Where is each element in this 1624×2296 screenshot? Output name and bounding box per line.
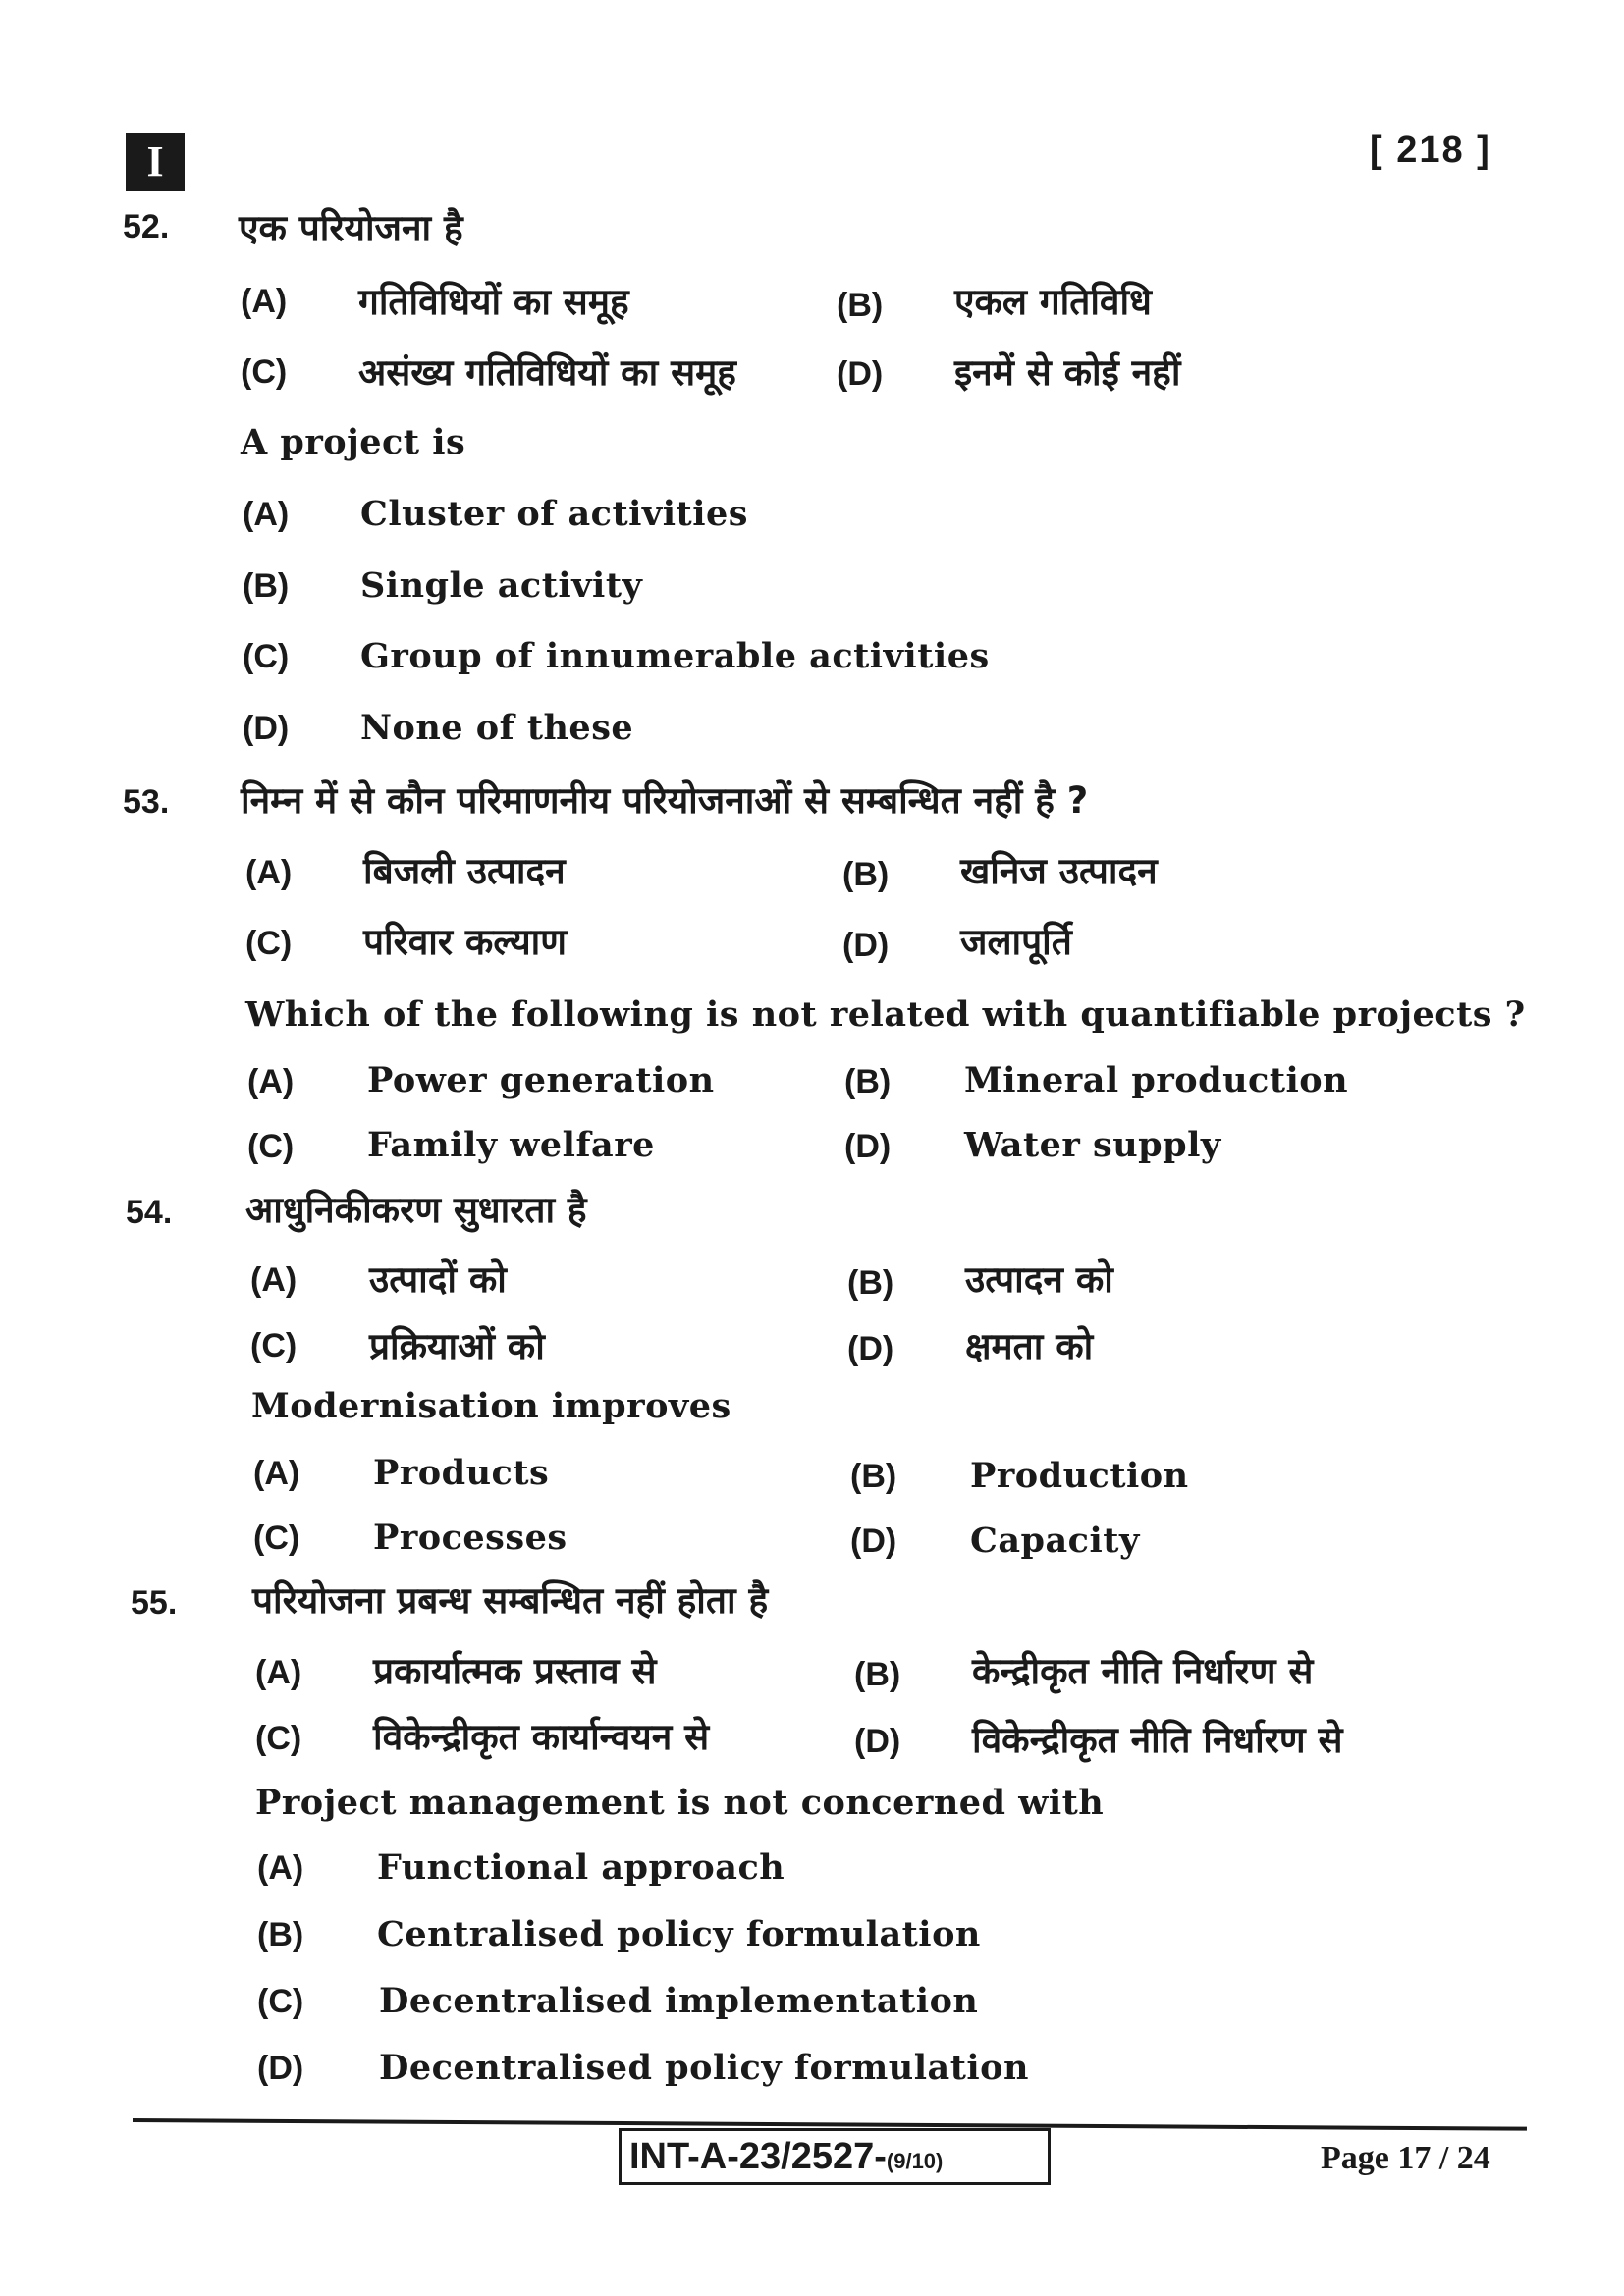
option-text-hindi: बिजली उत्पादन xyxy=(363,850,566,892)
option-text-hindi: प्रकार्यात्मक प्रस्ताव से xyxy=(373,1650,657,1692)
question-stem-english: Project management is not concerned with xyxy=(255,1783,1105,1823)
option-label: (A) xyxy=(250,1261,298,1299)
option-text-english: Decentralised implementation xyxy=(379,1981,979,2021)
question-stem-english: Which of the following is not related with quantifiable projects ? xyxy=(245,994,1526,1035)
option-text-hindi: उत्पादन को xyxy=(965,1258,1113,1301)
question-number: 54. xyxy=(126,1194,173,1231)
paper-code-suffix: (9/10) xyxy=(886,2149,944,2173)
question-stem-hindi: परियोजना प्रबन्ध सम्बन्धित नहीं होता है xyxy=(252,1579,769,1622)
option-label: (C) xyxy=(243,638,290,675)
page-number: Page 17 / 24 xyxy=(1321,2140,1490,2176)
question-stem-english: Modernisation improves xyxy=(251,1386,731,1426)
option-text-hindi: खनिज उत्पादन xyxy=(960,850,1158,892)
option-text-hindi: केन्द्रीकृत नीति निर्धारण से xyxy=(972,1650,1314,1692)
question-stem-hindi: निम्न में से कौन परिमाणनीय परियोजनाओं से सम्बन्धित नहीं है ? xyxy=(241,779,1089,822)
option-text-english: Centralised policy formulation xyxy=(377,1914,981,1954)
question-stem-english: A project is xyxy=(241,422,466,462)
option-text-hindi: असंख्य गतिविधियों का समूह xyxy=(358,351,736,394)
option-text-hindi: प्रक्रियाओं को xyxy=(369,1325,545,1367)
option-label: (B) xyxy=(837,287,884,324)
option-label: (B) xyxy=(842,856,890,893)
option-text-english: Processes xyxy=(373,1518,568,1558)
option-label: (A) xyxy=(245,854,293,891)
question-number: 55. xyxy=(131,1584,178,1622)
option-label: (C) xyxy=(241,353,288,391)
option-label: (C) xyxy=(253,1520,300,1557)
option-text-english: Power generation xyxy=(367,1060,715,1100)
set-letter-badge: I xyxy=(126,133,185,191)
option-text-english: Production xyxy=(970,1456,1189,1496)
option-text-english: Functional approach xyxy=(377,1847,785,1888)
question-stem-hindi: एक परियोजना है xyxy=(239,207,463,249)
option-label: (C) xyxy=(250,1327,298,1364)
option-label: (B) xyxy=(257,1916,304,1953)
option-label: (A) xyxy=(255,1654,302,1691)
paper-code-box xyxy=(619,2128,1051,2185)
option-label: (A) xyxy=(257,1849,304,1887)
paper-code: INT-A-23/2527- xyxy=(629,2136,887,2177)
option-text-english: Mineral production xyxy=(964,1060,1349,1100)
option-text-hindi: एकल गतिविधि xyxy=(954,281,1152,323)
question-number: 53. xyxy=(123,783,170,821)
option-text-hindi: परिवार कल्याण xyxy=(363,921,568,963)
option-text-english: Decentralised policy formulation xyxy=(379,2048,1029,2088)
option-text-hindi: विकेन्द्रीकृत कार्यान्वयन से xyxy=(373,1716,710,1758)
option-label: (A) xyxy=(247,1063,295,1100)
option-label: (D) xyxy=(850,1522,897,1560)
option-label: (D) xyxy=(842,927,890,964)
option-text-english: Water supply xyxy=(964,1125,1221,1165)
option-label: (D) xyxy=(243,710,290,747)
option-label: (B) xyxy=(854,1656,901,1693)
question-stem-hindi: आधुनिकीकरण सुधारता है xyxy=(245,1189,587,1231)
option-label: (B) xyxy=(243,567,290,605)
option-label: (C) xyxy=(255,1720,302,1757)
set-code: [ 218 ] xyxy=(1370,130,1491,171)
option-text-hindi: क्षमता को xyxy=(965,1325,1094,1367)
option-text-hindi: जलापूर्ति xyxy=(960,921,1072,963)
option-text-english: Cluster of activities xyxy=(360,494,748,534)
option-text-hindi: इनमें से कोई नहीं xyxy=(954,351,1181,394)
option-label: (A) xyxy=(243,496,290,533)
option-text-hindi: गतिविधियों का समूह xyxy=(358,281,629,323)
option-label: (D) xyxy=(844,1128,892,1165)
option-text-english: Single activity xyxy=(360,565,643,606)
option-label: (B) xyxy=(847,1264,894,1302)
option-label: (C) xyxy=(245,925,293,962)
option-label: (A) xyxy=(241,283,288,320)
option-label: (A) xyxy=(253,1455,300,1492)
option-text-hindi: विकेन्द्रीकृत नीति निर्धारण से xyxy=(972,1719,1343,1761)
option-label: (D) xyxy=(257,2050,304,2087)
option-text-english: Group of innumerable activities xyxy=(360,636,990,676)
option-text-english: Family welfare xyxy=(367,1125,655,1165)
option-label: (D) xyxy=(854,1723,901,1760)
option-label: (B) xyxy=(850,1458,897,1495)
option-label: (D) xyxy=(847,1330,894,1367)
option-text-hindi: उत्पादों को xyxy=(369,1258,507,1301)
option-label: (C) xyxy=(257,1983,304,2020)
option-text-english: Products xyxy=(373,1453,550,1493)
option-label: (B) xyxy=(844,1063,892,1100)
question-number: 52. xyxy=(123,208,170,245)
option-text-english: None of these xyxy=(360,708,634,748)
option-text-english: Capacity xyxy=(970,1521,1140,1561)
option-label: (C) xyxy=(247,1128,295,1165)
option-label: (D) xyxy=(837,355,884,393)
